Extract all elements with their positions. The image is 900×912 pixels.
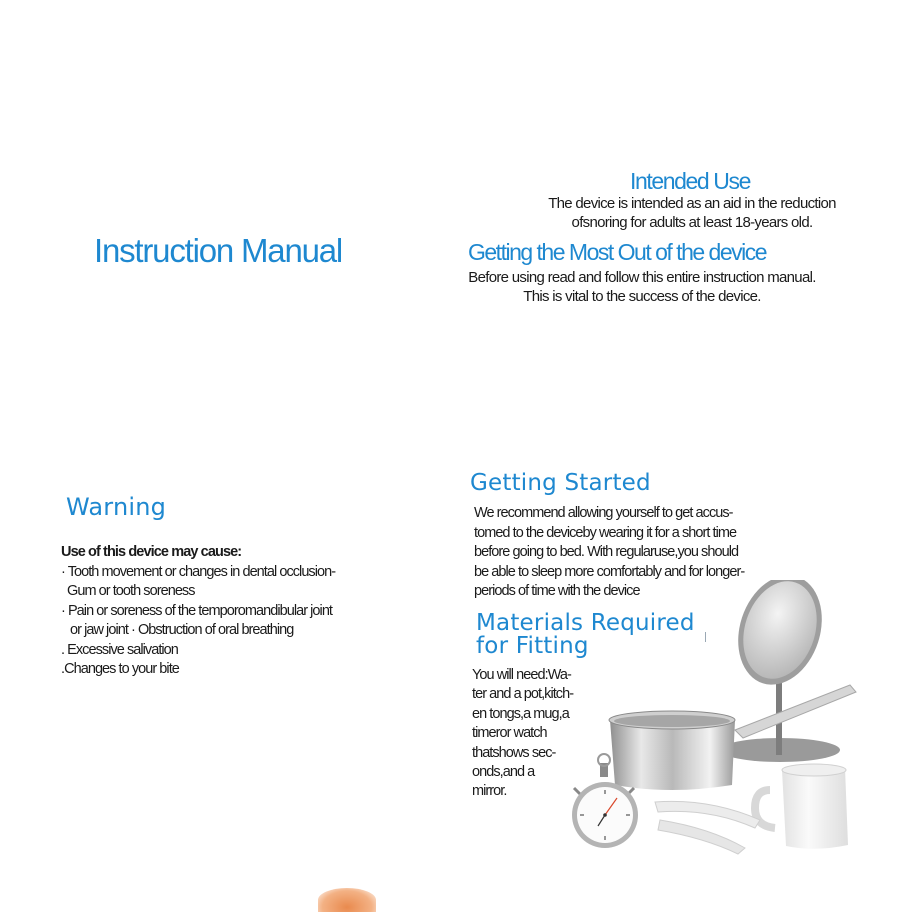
warning-item: · Pain or soreness of the temporomandibular joint (61, 602, 333, 619)
warning-item: .Changes to your bite (61, 661, 179, 677)
getting-most-text (392, 268, 892, 306)
warning-item: . Excessive salivation (61, 641, 178, 658)
warning-item: or jaw joint · Obstruction of oral breathing (70, 622, 294, 638)
tongs-icon (655, 801, 760, 854)
text-line: timeror watch (472, 725, 547, 742)
getting-started-heading: Getting Started (470, 470, 651, 496)
warning-item: Gum or tooth soreness (67, 583, 195, 599)
partial-image-edge (318, 888, 376, 912)
materials-heading-line: Materials Required (476, 610, 695, 636)
text-line: tomed to the deviceby wearing it for a short time (474, 524, 737, 541)
intended-use-text (442, 194, 900, 232)
text-line: be able to sleep more comfortably and for longer- (474, 563, 745, 580)
manual-title: Instruction Manual (94, 232, 343, 269)
text-line: onds,and a (472, 764, 535, 781)
warning-lead: Use of this device may cause: (61, 544, 242, 560)
text-line: mirror. (472, 783, 507, 800)
warning-item: · Tooth movement or changes in dental occlusion- (61, 563, 336, 580)
text-line: Before using read and follow this entire instruction manual. (468, 269, 816, 286)
text-line: ter and a pot,kitch- (472, 686, 574, 703)
text-line: thatshows sec- (472, 744, 556, 761)
warning-heading: Warning (66, 493, 167, 521)
materials-illustration (560, 580, 880, 880)
text-line: en tongs,a mug,a (472, 705, 569, 722)
text-line: This is vital to the success of the device. (523, 288, 761, 305)
materials-heading-line: for Fitting (476, 633, 589, 659)
getting-most-heading: Getting the Most Out of the device (468, 239, 767, 265)
text-line: before going to bed. With regularuse,you should (474, 544, 739, 561)
text-line: ofsnoring for adults at least 18-years old. (571, 214, 813, 231)
intended-use-heading: Intended Use (629, 168, 751, 194)
text-line: You will need:Wa- (472, 667, 571, 683)
text-line: periods of time with the device (474, 583, 640, 600)
mug-icon (755, 764, 848, 849)
mirror-icon (720, 580, 840, 762)
text-line: The device is intended as an aid in the reduction (548, 195, 836, 212)
warning-list (61, 543, 335, 680)
text-line: We recommend allowing yourself to get accus- (474, 505, 733, 521)
